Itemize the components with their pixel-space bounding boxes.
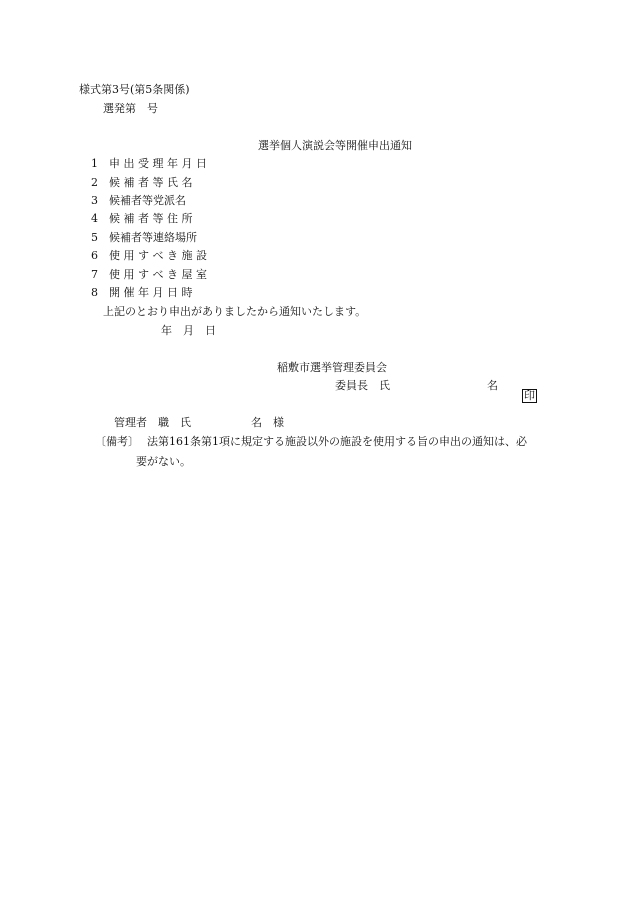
seal-icon: 印	[524, 389, 535, 402]
list-item	[0, 250, 630, 264]
item-label: 候 補 者 等 氏 名	[109, 176, 193, 189]
body-text: 上記のとおり申出がありましたから通知いたします。	[103, 305, 367, 318]
issuer-organization: 稲敷市選挙管理委員会	[277, 361, 387, 374]
item-label: 候補者等党派名	[109, 194, 186, 207]
issuer-name-label: 名	[487, 379, 498, 392]
item-number: 2	[91, 176, 98, 189]
note-label: 〔備考〕	[95, 435, 139, 448]
item-number: 4	[91, 212, 98, 225]
note-text-line-1: 法第161条第1項に規定する施設以外の施設を使用する旨の申出の通知は、必	[147, 435, 527, 448]
note-text-line-2: 要がない。	[136, 455, 191, 468]
addressee: 管理者 職 氏	[114, 416, 191, 429]
item-number: 3	[91, 194, 98, 207]
item-label: 使 用 す べ き 施 設	[109, 249, 207, 262]
issuer-title: 委員長 氏	[335, 379, 390, 392]
date-line: 年 月 日	[161, 324, 216, 337]
item-label: 使 用 す べ き 屋 室	[109, 268, 207, 281]
list-item	[0, 269, 630, 283]
item-label: 開 催 年 月 日 時	[109, 286, 193, 299]
list-item	[0, 195, 630, 209]
item-number: 5	[91, 231, 98, 244]
item-number: 6	[91, 249, 98, 262]
list-item	[0, 158, 630, 172]
list-item	[0, 287, 630, 301]
list-item	[0, 177, 630, 191]
form-number: 様式第3号(第5条関係)	[79, 83, 190, 96]
issue-number: 選発第 号	[103, 102, 158, 115]
document-title: 選挙個人演説会等開催申出通知	[258, 139, 412, 152]
seal-mark	[508, 378, 537, 414]
item-label: 候 補 者 等 住 所	[109, 212, 193, 225]
item-number: 7	[91, 268, 98, 281]
item-number: 8	[91, 286, 98, 299]
item-label: 候補者等連絡場所	[109, 231, 197, 244]
list-item	[0, 232, 630, 246]
list-item	[0, 213, 630, 227]
addressee-name: 名 様	[251, 416, 284, 429]
item-number: 1	[91, 157, 98, 170]
item-label: 申 出 受 理 年 月 日	[109, 157, 207, 170]
